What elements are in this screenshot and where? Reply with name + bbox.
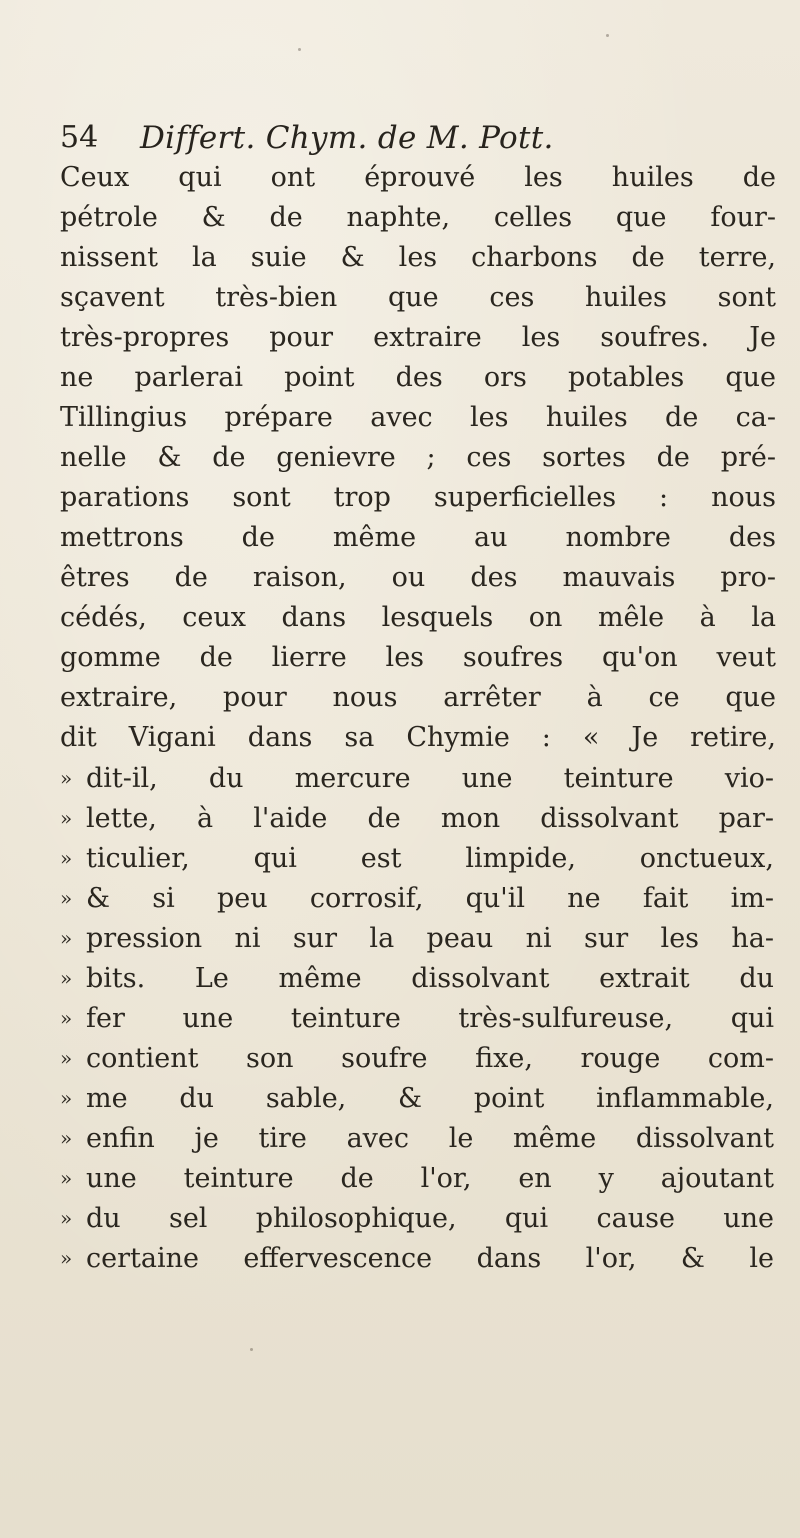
quoted-line <box>60 918 776 958</box>
quoted-line <box>60 998 776 1038</box>
quoted-line <box>60 1038 776 1078</box>
quote-mark: » <box>60 926 73 950</box>
text-line: gomme de lierre les soufres qu'on veut <box>60 642 776 673</box>
text-line: mettrons de même au nombre des <box>60 522 776 553</box>
quoted-line <box>60 1118 776 1158</box>
quote-mark: » <box>60 1126 73 1150</box>
quoted-line <box>60 1078 776 1118</box>
quoted-text: enfin je tire avec le même dissolvant <box>86 1123 774 1154</box>
quote-mark: » <box>60 1046 73 1070</box>
body-text <box>60 158 776 1278</box>
text-line: parations sont trop superficielles : nous <box>60 482 776 513</box>
quoted-text: & si peu corrosif, qu'il ne fait im- <box>86 883 774 914</box>
paper-speck <box>606 34 609 37</box>
quote-mark: » <box>60 1166 73 1190</box>
text-line: nissent la suie & les charbons de terre, <box>60 242 776 273</box>
quote-mark: » <box>60 806 73 830</box>
quoted-line <box>60 1198 776 1238</box>
quoted-text: du sel philosophique, qui cause une <box>86 1203 774 1234</box>
quote-mark: » <box>60 1006 73 1030</box>
quoted-text: certaine effervescence dans l'or, & le <box>86 1243 774 1274</box>
quote-mark: » <box>60 1246 73 1270</box>
quoted-text: contient son soufre fixe, rouge com- <box>86 1043 774 1074</box>
quote-mark: » <box>60 1206 73 1230</box>
quoted-text: me du sable, & point inflammable, <box>86 1083 774 1114</box>
quoted-text: pression ni sur la peau ni sur les ha- <box>86 923 774 954</box>
quoted-text: dit-il, du mercure une teinture vio- <box>86 763 774 794</box>
quote-mark: » <box>60 966 73 990</box>
text-line: extraire, pour nous arrêter à ce que <box>60 682 776 713</box>
page-number: 54 <box>60 120 99 155</box>
quoted-line <box>60 798 776 838</box>
quote-mark: » <box>60 886 73 910</box>
quoted-text: ticulier, qui est limpide, onctueux, <box>86 843 774 874</box>
text-line: Tillingius prépare avec les huiles de ca- <box>60 402 776 433</box>
quoted-line <box>60 1238 776 1278</box>
quoted-line <box>60 838 776 878</box>
quoted-line <box>60 758 776 798</box>
quoted-text: bits. Le même dissolvant extrait du <box>86 963 774 994</box>
text-line: cédés, ceux dans lesquels on mêle à la <box>60 602 776 633</box>
paper-speck <box>298 48 301 51</box>
text-line: Ceux qui ont éprouvé les huiles de <box>60 162 776 193</box>
quoted-line <box>60 878 776 918</box>
quoted-line <box>60 1158 776 1198</box>
quoted-text: une teinture de l'or, en y ajoutant <box>86 1163 774 1194</box>
page-header <box>60 118 760 158</box>
quoted-line <box>60 958 776 998</box>
paper-speck <box>250 1348 253 1351</box>
quote-mark: » <box>60 1086 73 1110</box>
quote-mark: » <box>60 846 73 870</box>
text-line: ne parlerai point des ors potables que <box>60 362 776 393</box>
quoted-text: fer une teinture très-sulfureuse, qui <box>86 1003 774 1034</box>
quote-mark: » <box>60 766 73 790</box>
quoted-text: lette, à l'aide de mon dissolvant par- <box>86 803 774 834</box>
text-line: très-propres pour extraire les soufres. Je <box>60 322 776 353</box>
text-line: dit Vigani dans sa Chymie : « Je retire, <box>60 722 776 753</box>
text-line: nelle & de genievre ; ces sortes de pré- <box>60 442 776 473</box>
text-line: êtres de raison, ou des mauvais pro- <box>60 562 776 593</box>
text-line: sçavent très-bien que ces huiles sont <box>60 282 776 313</box>
text-line: pétrole & de naphte, celles que four- <box>60 202 776 233</box>
running-head: Differt. Chym. de M. Pott. <box>140 120 554 156</box>
